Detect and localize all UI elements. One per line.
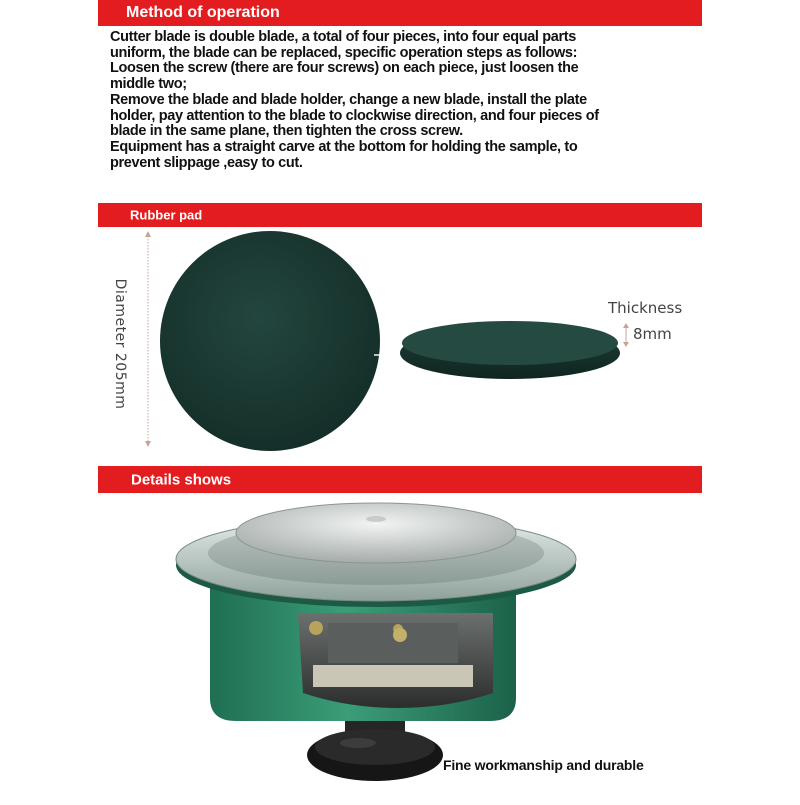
instruction-line: middle two; xyxy=(110,76,187,93)
operation-instructions xyxy=(110,30,700,171)
rubber-pad-top-view xyxy=(160,231,380,451)
method-title: Method of operation xyxy=(126,4,280,21)
knob-highlight xyxy=(340,738,376,748)
plate-center-hub xyxy=(366,516,386,522)
inner-floor xyxy=(313,665,473,687)
screw-icon xyxy=(393,628,407,642)
details-caption: Fine workmanship and durable xyxy=(443,757,644,773)
method-header-bar xyxy=(98,0,702,26)
instruction-line: Cutter blade is double blade, a total of four pieces, into four equal parts xyxy=(110,29,577,45)
details-header-bar xyxy=(98,466,702,493)
instruction-line: Loosen the screw (there are four screws) on each piece, just loosen the xyxy=(110,60,579,77)
sample-cutter-illustration xyxy=(98,493,702,800)
arrow-up-icon xyxy=(145,231,151,237)
instruction-line: blade in the same plane, then tighten the cross screw. xyxy=(110,123,463,140)
arrow-up-icon xyxy=(623,323,629,328)
rubber-pad-photo xyxy=(98,227,702,466)
instruction-line: holder, pay attention to the blade to clockwise direction, and four pieces of xyxy=(110,107,599,124)
rubber-pad-illustration xyxy=(98,227,702,466)
cutter-photo xyxy=(98,493,702,800)
instruction-line: Equipment has a straight carve at the bottom for holding the sample, to xyxy=(110,138,578,155)
thickness-value: 8mm xyxy=(633,325,672,343)
instruction-line: uniform, the blade can be replaced, specific operation steps as follows: xyxy=(110,44,578,61)
cutter-plate xyxy=(236,503,516,563)
knob-top xyxy=(315,729,435,765)
arrow-down-icon xyxy=(623,342,629,347)
details-title: Details shows xyxy=(131,471,232,488)
instruction-line: Remove the blade and blade holder, change a new blade, install the plate xyxy=(110,91,587,108)
thickness-label: Thickness xyxy=(608,299,683,317)
rubber-pad-title: Rubber pad xyxy=(130,207,203,223)
arrow-down-icon xyxy=(145,441,151,447)
rubber-pad-header-bar xyxy=(98,203,702,227)
diameter-label: Diameter 205mm xyxy=(112,278,128,410)
screw-icon xyxy=(309,621,323,635)
product-detail-page xyxy=(98,0,702,800)
rubber-pad-side-top xyxy=(402,321,618,365)
instruction-line: prevent slippage ,easy to cut. xyxy=(110,154,303,171)
